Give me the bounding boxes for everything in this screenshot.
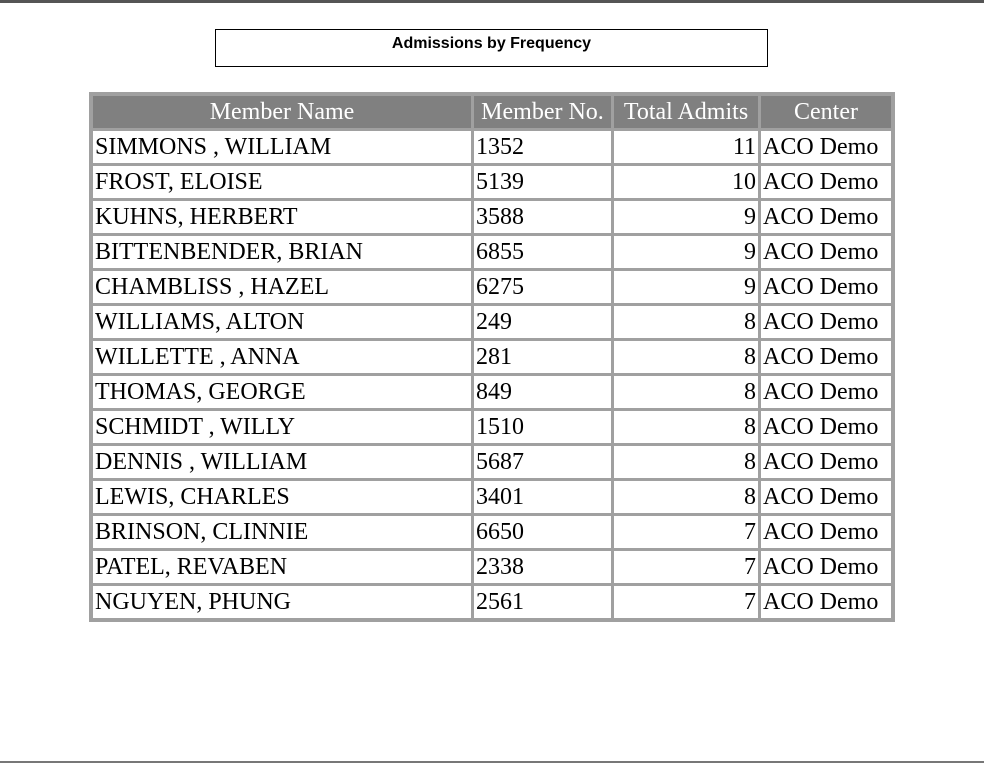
cell-member-name: BRINSON, CLINNIE xyxy=(93,516,471,548)
cell-center: ACO Demo xyxy=(761,551,891,583)
cell-member-no: 6650 xyxy=(474,516,611,548)
cell-total-admits: 10 xyxy=(614,166,758,198)
cell-member-no: 1510 xyxy=(474,411,611,443)
table-row xyxy=(93,376,891,408)
cell-center: ACO Demo xyxy=(761,481,891,513)
cell-total-admits: 9 xyxy=(614,271,758,303)
cell-total-admits: 7 xyxy=(614,551,758,583)
table-header-row xyxy=(93,96,891,128)
header-center: Center xyxy=(761,96,891,128)
cell-member-no: 249 xyxy=(474,306,611,338)
cell-member-no: 5139 xyxy=(474,166,611,198)
cell-member-name: THOMAS, GEORGE xyxy=(93,376,471,408)
cell-total-admits: 7 xyxy=(614,516,758,548)
cell-total-admits: 8 xyxy=(614,446,758,478)
cell-member-no: 6275 xyxy=(474,271,611,303)
cell-member-name: CHAMBLISS , HAZEL xyxy=(93,271,471,303)
report-title-box xyxy=(215,29,768,67)
table-row xyxy=(93,586,891,618)
cell-center: ACO Demo xyxy=(761,201,891,233)
table-row xyxy=(93,341,891,373)
header-member-no: Member No. xyxy=(474,96,611,128)
cell-member-no: 281 xyxy=(474,341,611,373)
admissions-table xyxy=(89,92,895,622)
cell-total-admits: 8 xyxy=(614,341,758,373)
cell-total-admits: 8 xyxy=(614,376,758,408)
cell-total-admits: 9 xyxy=(614,201,758,233)
cell-member-name: LEWIS, CHARLES xyxy=(93,481,471,513)
table-row xyxy=(93,271,891,303)
cell-total-admits: 7 xyxy=(614,586,758,618)
table-row xyxy=(93,166,891,198)
table-row xyxy=(93,201,891,233)
cell-center: ACO Demo xyxy=(761,446,891,478)
cell-member-no: 2561 xyxy=(474,586,611,618)
cell-total-admits: 8 xyxy=(614,481,758,513)
cell-member-no: 3401 xyxy=(474,481,611,513)
cell-center: ACO Demo xyxy=(761,271,891,303)
table-row xyxy=(93,551,891,583)
table-row xyxy=(93,411,891,443)
cell-center: ACO Demo xyxy=(761,586,891,618)
cell-member-name: KUHNS, HERBERT xyxy=(93,201,471,233)
cell-member-name: DENNIS , WILLIAM xyxy=(93,446,471,478)
cell-member-no: 6855 xyxy=(474,236,611,268)
cell-member-name: SCHMIDT , WILLY xyxy=(93,411,471,443)
cell-total-admits: 9 xyxy=(614,236,758,268)
report-title: Admissions by Frequency xyxy=(391,35,592,52)
cell-member-no: 5687 xyxy=(474,446,611,478)
top-border xyxy=(0,0,984,3)
table-row xyxy=(93,131,891,163)
table-row xyxy=(93,236,891,268)
cell-center: ACO Demo xyxy=(761,166,891,198)
header-total-admits: Total Admits xyxy=(614,96,758,128)
cell-member-name: PATEL, REVABEN xyxy=(93,551,471,583)
cell-center: ACO Demo xyxy=(761,516,891,548)
cell-member-name: WILLETTE , ANNA xyxy=(93,341,471,373)
cell-member-name: FROST, ELOISE xyxy=(93,166,471,198)
cell-member-no: 3588 xyxy=(474,201,611,233)
cell-total-admits: 11 xyxy=(614,131,758,163)
cell-center: ACO Demo xyxy=(761,376,891,408)
cell-center: ACO Demo xyxy=(761,341,891,373)
table-row xyxy=(93,306,891,338)
cell-member-name: SIMMONS , WILLIAM xyxy=(93,131,471,163)
cell-member-name: WILLIAMS, ALTON xyxy=(93,306,471,338)
cell-center: ACO Demo xyxy=(761,411,891,443)
table-row xyxy=(93,516,891,548)
table-body xyxy=(93,131,891,618)
cell-center: ACO Demo xyxy=(761,236,891,268)
cell-member-no: 849 xyxy=(474,376,611,408)
cell-total-admits: 8 xyxy=(614,411,758,443)
cell-center: ACO Demo xyxy=(761,306,891,338)
cell-center: ACO Demo xyxy=(761,131,891,163)
cell-member-no: 2338 xyxy=(474,551,611,583)
cell-member-name: NGUYEN, PHUNG xyxy=(93,586,471,618)
header-member-name: Member Name xyxy=(93,96,471,128)
cell-member-name: BITTENBENDER, BRIAN xyxy=(93,236,471,268)
cell-total-admits: 8 xyxy=(614,306,758,338)
cell-member-no: 1352 xyxy=(474,131,611,163)
table-row xyxy=(93,481,891,513)
table-row xyxy=(93,446,891,478)
